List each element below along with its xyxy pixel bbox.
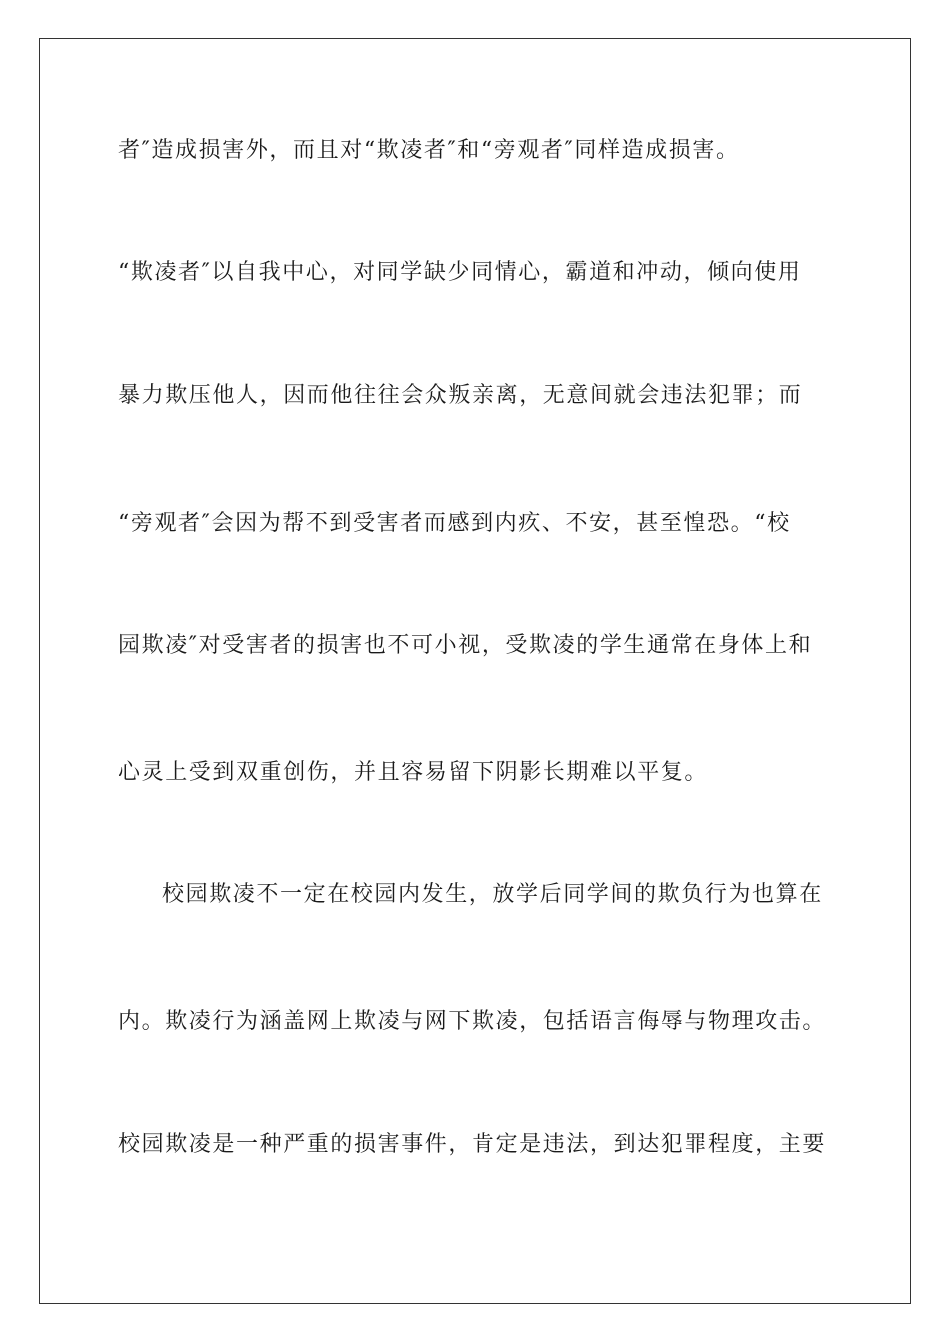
text-line-5: 园欺凌″对受害者的损害也不可小视，受欺凌的学生通常在身体上和: [118, 633, 813, 658]
text-line-4: “旁观者″会因为帮不到受害者而感到内疚、不安，甚至惶恐。“校: [118, 511, 791, 536]
text-line-8: 内。欺凌行为涵盖网上欺凌与网下欺凌，包括语言侮辱与物理攻击。: [118, 1009, 827, 1034]
text-line-2: “欺凌者″以自我中心，对同学缺少同情心，霸道和冲动，倾向使用: [118, 260, 802, 285]
text-line-6: 心灵上受到双重创伤，并且容易留下阴影长期难以平复。: [118, 760, 709, 785]
page-frame: [39, 38, 911, 1304]
text-line-1: 者″造成损害外，而且对“欺凌者″和“旁观者″同样造成损害。: [118, 138, 740, 163]
text-line-7-paragraph-start: 校园欺凌不一定在校园内发生，放学后同学间的欺负行为也算在: [162, 882, 823, 907]
text-line-9: 校园欺凌是一种严重的损害事件，肯定是违法，到达犯罪程度，主要: [118, 1132, 827, 1157]
text-line-3: 暴力欺压他人，因而他往往会众叛亲离，无意间就会违法犯罪；而: [118, 383, 803, 408]
